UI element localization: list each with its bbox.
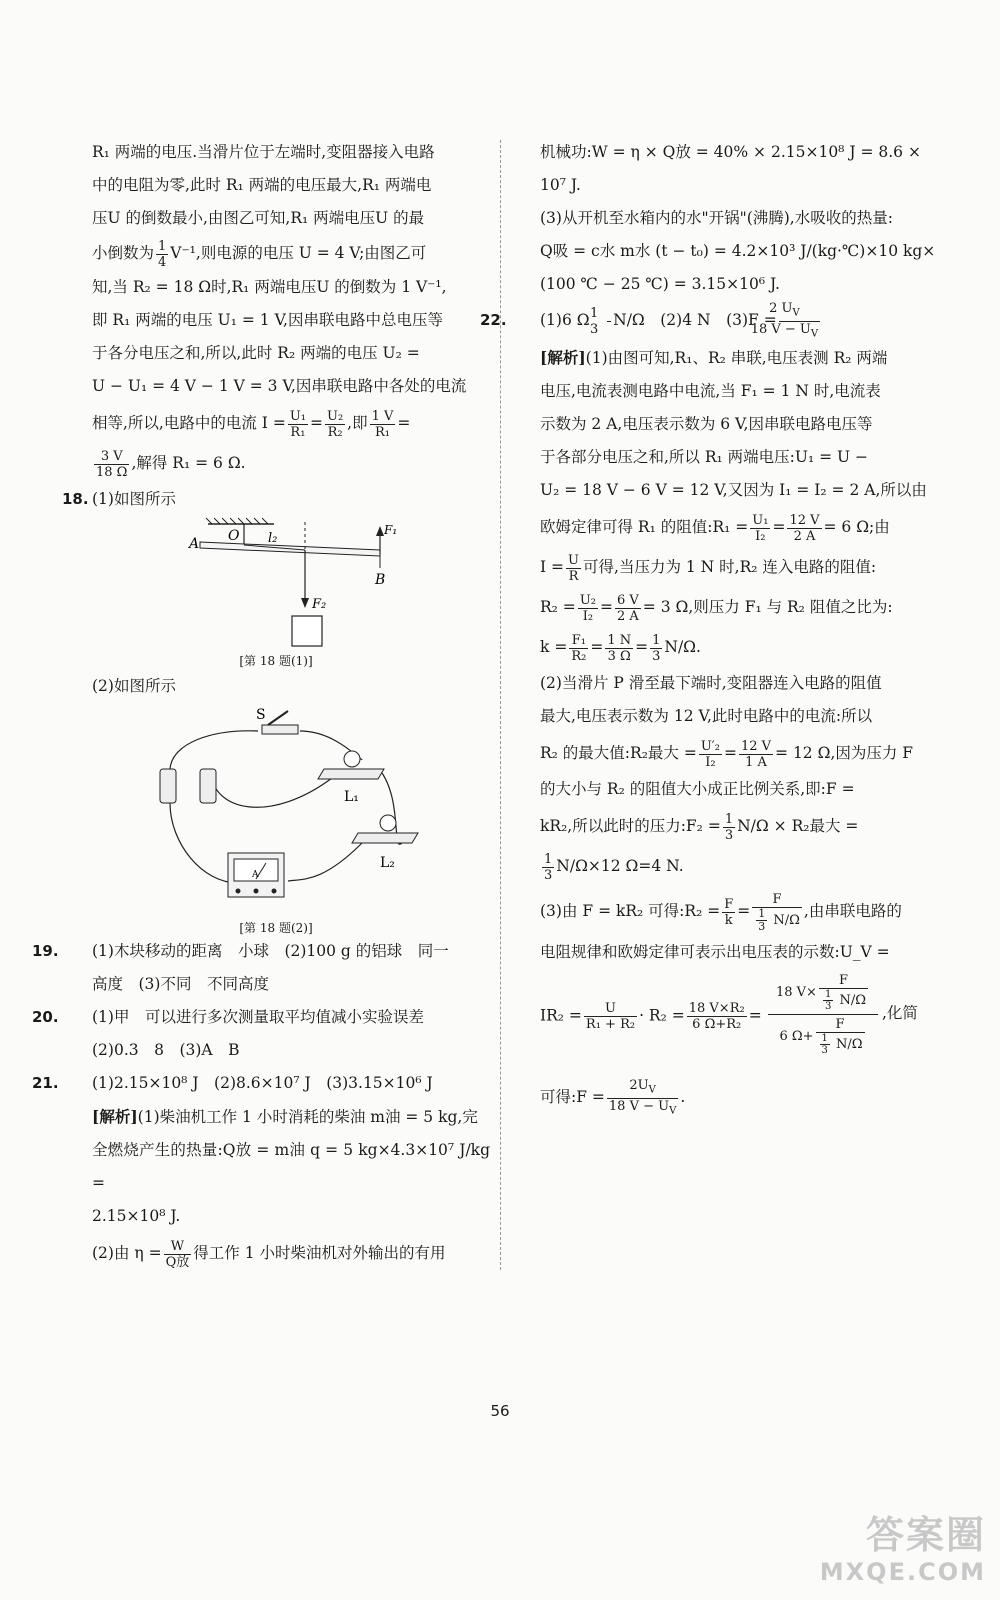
label-l2: l₂ <box>268 531 278 546</box>
label-o: O <box>228 528 240 544</box>
q22-line: (2)当滑片 P 滑至最下端时,变阻器连入电路的阻值 <box>540 674 882 693</box>
fraction: $\frac{U}{R}$ <box>568 552 580 584</box>
q22-line: 电阻规律和欧姆定律可表示出电压表的示数:U_V = <box>540 943 890 962</box>
q17-line: 中的电阻为零,此时 R₁ 两端的电压最大,R₁ 两端电 <box>92 176 432 194</box>
equation-tail: ,化简 <box>882 1004 918 1023</box>
analysis-tag: [解析] <box>92 1107 138 1126</box>
q22-line: k = $\frac{\text{F₁}}{\text{R₂}}$ = $\frac{1 N}{3 \Omega}$ = $\frac{1}{3}$ N/Ω. <box>540 632 701 664</box>
text: (1)6 Ω <box>540 311 590 330</box>
q22-line: (3)由 F = kR₂ 可得:R₂ = $\frac{F}{k}$ = F $\frac{1}{3}$ N/Ω ,由串联电路的 <box>540 891 902 933</box>
fraction: $\frac{1 N}{3 \Omega}$ <box>607 632 632 664</box>
q22-line: 欧姆定律可得 R₁ 的阻值:R₁ = $\frac{\text{U₁}}{\text{I₂}}$ = $\frac{12 V}{2 A}$ = 6 Ω;由 <box>540 512 890 544</box>
fraction: $\frac{\text{U′₂}}{\text{I₂}}$ <box>700 738 720 770</box>
q19-line <box>32 935 490 968</box>
text: N/Ω × R₂最大 = <box>737 817 859 836</box>
label-b: B <box>375 572 386 588</box>
q17-line: 知,当 R₂ = 18 Ω时,R₁ 两端电压U 的倒数为 1 V⁻¹, <box>92 278 447 296</box>
q21-line: 10⁷ J. <box>540 176 581 194</box>
question-number: 20. <box>32 1008 59 1026</box>
label-f1: F₁ <box>384 523 398 537</box>
q22-line: 示数为 2 A,电压表示数为 6 V,因串联电路电压等 <box>540 415 873 434</box>
text: (3)由 F = kR₂ 可得:R₂ = <box>540 902 721 921</box>
q21-line: (100 ℃ − 25 ℃) = 3.15×10⁶ J. <box>540 275 780 293</box>
q22-line <box>510 846 940 886</box>
q22-line <box>510 806 940 846</box>
fraction: $\frac{U}{\text{R₁ + R₂}}$ <box>585 1001 636 1033</box>
figure-caption: [第 18 题(2)] <box>239 921 313 935</box>
q21-line <box>62 1100 490 1134</box>
q20-line: (2)0.3 8 (3)A B <box>92 1041 240 1059</box>
fraction: $\frac{\text{U₁}}{\text{I₂}}$ <box>752 512 769 544</box>
right-column <box>480 136 940 1119</box>
question-number: 18. <box>62 490 89 508</box>
q21-line: 机械功:W = η × Q放 = 40% × 2.15×10⁸ J = 8.6 × <box>540 143 921 161</box>
text: R₂ 的最大值:R₂最大 = <box>540 744 697 763</box>
q17-line: 即 R₁ 两端的电压 U₁ = 1 V,因串联电路中总电压等 <box>92 311 443 329</box>
text: (1)甲 可以进行多次测量取平均值减小实验误差 <box>92 1008 424 1026</box>
q22-line: 可得:F = $\frac{2U_V}{18 V - U_V}$ . <box>540 1078 686 1117</box>
text: = 6 Ω;由 <box>823 518 890 537</box>
fraction: $\frac{12 V}{2 A}$ <box>789 512 820 544</box>
question-number: 19. <box>32 942 59 960</box>
fraction: $\frac{1}{3}$ <box>544 851 553 883</box>
text: 小倒数为 <box>92 244 155 262</box>
text: ,即 <box>347 414 368 432</box>
q20-line <box>32 1001 490 1034</box>
q17-line: 压U 的倒数最小,由图乙可知,R₁ 两端电压U 的最 <box>92 209 425 227</box>
q18-line: (2)如图所示 <box>92 677 176 695</box>
lever-figure <box>62 516 490 666</box>
voltmeter-equation <box>510 969 940 1065</box>
q19-line: 高度 (3)不同 不同高度 <box>92 975 269 993</box>
text: 相等,所以,电路中的电流 I = <box>92 414 286 432</box>
fraction: $\frac{\text{18 V×R₂}}{\text{6 Ω+R₂}}$ <box>688 1001 745 1033</box>
text: 得工作 1 小时柴油机对外输出的有用 <box>193 1244 446 1262</box>
figure-caption: [第 18 题(1)] <box>239 654 313 668</box>
fraction: $\frac{1}{4}$ <box>158 238 167 270</box>
question-number: 22. <box>480 311 507 330</box>
text: ,由串联电路的 <box>803 902 902 921</box>
q22-line: U₂ = 18 V − 6 V = 12 V,又因为 I₁ = I₂ = 2 A,所以由 <box>540 481 927 500</box>
text: 可得,当压力为 1 N 时,R₂ 连入电路的阻值: <box>583 558 877 577</box>
q21-line: (2)由 η = $\frac{W}{\text{Q放}}$ 得工作 1 小时柴油机对外输出的有用 <box>92 1238 446 1270</box>
label-f2: F₂ <box>312 597 327 612</box>
fraction: $\frac{12 V}{1 A}$ <box>740 738 772 770</box>
q17-line: U − U₁ = 4 V − 1 V = 3 V,因串联电路中各处的电流 <box>92 377 467 395</box>
lever-diagram <box>62 516 490 648</box>
label-s: S <box>256 707 266 723</box>
q22-line: R₂ = $\frac{\text{U₂}}{\text{I₂}}$ = $\frac{6 V}{2 A}$ = 3 Ω,则压力 F₁ 与 R₂ 阻值之比为: <box>540 592 893 624</box>
text: 欧姆定律可得 R₁ 的阻值:R₁ = <box>540 518 749 537</box>
q21-line: Q吸 = c水 m水 (t − t₀) = 4.2×10³ J/(kg·℃)×10 kg× <box>540 242 936 260</box>
text: 可得:F = <box>540 1088 605 1107</box>
fraction: $\frac{1}{3}$ <box>652 632 661 664</box>
q17-line <box>62 443 490 483</box>
compound-fraction: 18 V× F $\frac{1}{3}$ N/Ω 6 Ω+ F $\frac{1}{3}$ N/Ω <box>768 973 878 1056</box>
fraction: $\frac{3 V}{18 \Omega}$ <box>96 448 128 480</box>
label-l1: L₁ <box>344 789 359 805</box>
fraction: $\frac{\text{U₂}}{\text{I₂}}$ <box>579 592 596 624</box>
q21-line: 2.15×10⁸ J. <box>92 1207 181 1225</box>
label-ammeter: A <box>252 870 259 880</box>
fraction: $\frac{1}{3}$ <box>607 306 611 337</box>
circuit-diagram <box>62 703 490 915</box>
left-column <box>32 136 490 1273</box>
text: N/Ω (2)4 N (3)F = <box>613 311 777 330</box>
q22-line: 于各部分电压之和,所以 R₁ 两端电压:U₁ = U − <box>540 448 868 467</box>
q18-line <box>62 483 490 516</box>
text: (1)柴油机工作 1 小时消耗的柴油 m油 = 5 kg,完 <box>137 1108 478 1126</box>
fraction: $\frac{W}{\text{Q放}}$ <box>165 1238 190 1270</box>
fraction: $\frac{2 U_V}{18 V - U_V}$ <box>750 301 819 340</box>
question-number: 21. <box>32 1074 59 1092</box>
text: kR₂,所以此时的压力:F₂ = <box>540 817 721 836</box>
page-number: 56 <box>490 1402 510 1420</box>
fraction: F $\frac{1}{3}$ N/Ω <box>752 892 802 933</box>
label-a: A <box>189 536 200 552</box>
q22-line: 电压,电流表测电路中电流,当 F₁ = 1 N 时,电流表 <box>540 382 881 401</box>
q17-line <box>62 235 490 271</box>
q17-line: R₁ 两端的电压.当滑片位于左端时,变阻器接入电路 <box>92 143 435 161</box>
q22-line: 最大,电压表示数为 12 V,此时电路中的电流:所以 <box>540 707 873 726</box>
text: = 3 Ω,则压力 F₁ 与 R₂ 阻值之比为: <box>642 598 893 617</box>
watermark-logo: 答案圈 MXQE.COM <box>819 1513 986 1586</box>
fraction: $\frac{\text{F₁}}{\text{R₂}}$ <box>571 632 587 664</box>
q22-line <box>510 341 940 375</box>
label-l2: L₂ <box>380 855 395 871</box>
q22-line <box>480 301 940 341</box>
text: ,解得 R₁ = 6 Ω. <box>131 454 246 472</box>
fraction: $\frac{F}{k}$ <box>724 896 734 928</box>
text: = 12 Ω,因为压力 F <box>775 744 914 763</box>
text: (2)由 <box>92 1244 130 1262</box>
fraction: $\frac{2U_V}{18 V - U_V}$ <box>608 1078 677 1117</box>
text: V⁻¹,则电源的电压 U = 4 V;由图乙可 <box>170 244 427 262</box>
fraction: $\frac{\text{U₂}}{\text{R₂}}$ <box>327 408 344 440</box>
text: (1)由图可知,R₁、R₂ 串联,电压表测 R₂ 两端 <box>585 349 888 368</box>
circuit-figure <box>62 703 490 935</box>
q21-line: 全燃烧产生的热量:Q放 = m油 q = 5 kg×4.3×10⁷ J/kg = <box>92 1141 490 1192</box>
text: N/Ω×12 Ω=4 N. <box>556 857 684 876</box>
text: N/Ω. <box>664 638 701 657</box>
text: (1)2.15×10⁸ J (2)8.6×10⁷ J (3)3.15×10⁶ J <box>92 1074 433 1092</box>
text: (1)木块移动的距离 小球 (2)100 g 的铝球 同一 <box>92 942 449 960</box>
q17-line: 相等,所以,电路中的电流 I = $\frac{\text{U₁}}{\text{R₁}}$ = $\frac{\text{U₂}}{\text{R₂}}$ ,即 $\frac{1 V}{\text{R₁}}$ = <box>92 408 411 440</box>
q22-line: 的大小与 R₂ 的阻值大小成正比例关系,即:F = <box>540 780 855 799</box>
fraction: $\frac{1}{3}$ <box>724 811 734 843</box>
q21-line: (3)从开机至水箱内的水"开锅"(沸腾),水吸收的热量: <box>540 209 893 227</box>
q22-line: I = $\frac{U}{R}$ 可得,当压力为 1 N 时,R₂ 连入电路的阻值: <box>540 552 877 584</box>
text: (1)如图所示 <box>92 490 176 508</box>
fraction: $\frac{\text{U₁}}{\text{R₁}}$ <box>289 408 306 440</box>
q17-line: 于各分电压之和,所以,此时 R₂ 两端的电压 U₂ = <box>92 344 420 362</box>
q21-line <box>32 1067 490 1100</box>
fraction: $\frac{6 V}{2 A}$ <box>616 592 639 624</box>
fraction: $\frac{1 V}{\text{R₁}}$ <box>371 408 394 440</box>
equation-left: IR₂ = $\frac{U}{\text{R₁ + R₂}}$ · R₂ = $\frac{\text{18 V×R₂}}{\text{6 Ω+R₂}}$ = <box>540 1001 762 1033</box>
analysis-tag: [解析] <box>540 348 586 368</box>
q22-line: R₂ 的最大值:R₂最大 = $\frac{\text{U′₂}}{\text{I₂}}$ = $\frac{12 V}{1 A}$ = 12 Ω,因为压力 F <box>540 738 914 770</box>
